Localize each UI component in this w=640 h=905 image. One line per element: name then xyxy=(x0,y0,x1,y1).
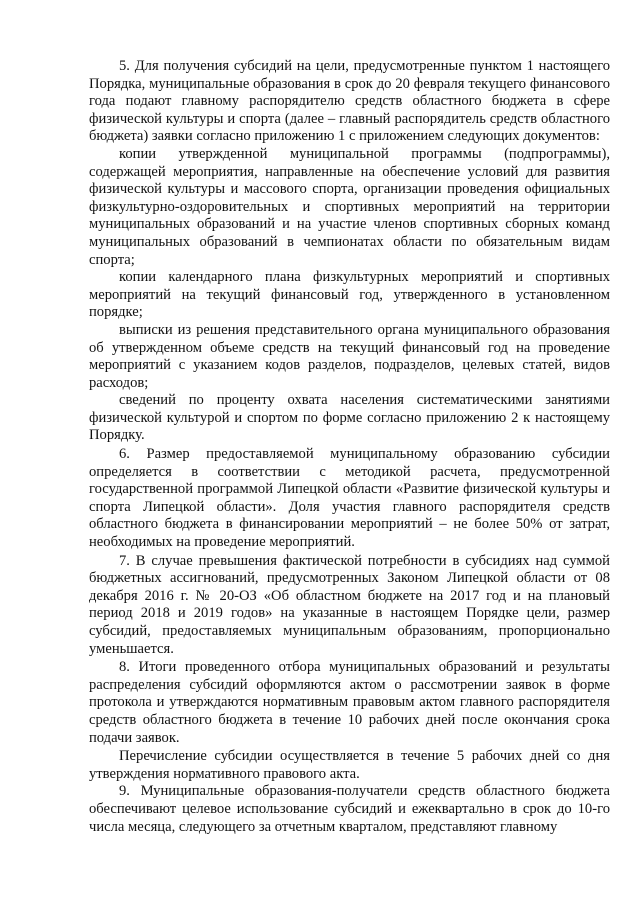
paragraph-calendar-plan: копии календарного плана физкультурных мероприятий и спортивных мероприятий на текущий финансовый год, утвержденного в установленном порядке; xyxy=(89,269,610,321)
paragraph-transfer: Перечисление субсидии осуществляется в течение 5 рабочих дней со дня утверждения нормативного правового акта. xyxy=(89,748,610,782)
paragraph-5: 5. Для получения субсидий на цели, предусмотренные пунктом 1 настоящего Порядка, муниципальные образования в срок до 20 февраля текущего финансового года подают главному распорядителю средств областного бюджета в сфере физической культуры и спорта (далее – главный распорядитель средств областного бюджета) заявки согласно приложению 1 с приложением следующих документов: xyxy=(89,58,610,145)
paragraph-budget-extract: выписки из решения представительного органа муниципального образования об утвержденном объеме средств на текущий финансовый год на проведение мероприятий с указанием кодов разделов, подразделов, целевых статей, видов расходов; xyxy=(89,321,610,391)
paragraph-9: 9. Муниципальные образования-получатели средств областного бюджета обеспечивают целевое использование субсидий и ежеквартально в срок до 10-го числа месяца, следующего за отчетным кварталом, представляют главному xyxy=(89,783,610,835)
paragraph-program-copies: копии утвержденной муниципальной программы (подпрограммы), содержащей мероприятия, направленные на обеспечение условий для развития физической культуры и массового спорта, организации проведения официальных физкультурно-оздоровительных и спортивных мероприятий на территории муниципальных образований и на участие членов спортивных сборных команд муниципальных образований в чемпионатах области по обязательным видам спорта; xyxy=(89,145,610,268)
paragraph-coverage-info: сведений по проценту охвата населения систематическими занятиями физической культурой и спортом по форме согласно приложению 2 к настоящему Порядку. xyxy=(89,392,610,444)
document-page xyxy=(89,58,610,836)
paragraph-6: 6. Размер предоставляемой муниципальному образованию субсидии определяется в соответствии с методикой расчета, предусмотренной государственной программой Липецкой области «Развитие физической культуры и спорта Липецкой области». Доля участия главного распорядителя средств областного бюджета в финансировании мероприятий – не более 50% от затрат, необходимых на проведение мероприятий. xyxy=(89,446,610,551)
paragraph-8: 8. Итоги проведенного отбора муниципальных образований и результаты распределения субсидий оформляются актом о рассмотрении заявок в форме протокола и утверждаются нормативным правовым актом главного распорядителя средств областного бюджета в течение 10 рабочих дней после окончания срока подачи заявок. xyxy=(89,659,610,746)
paragraph-7: 7. В случае превышения фактической потребности в субсидиях над суммой бюджетных ассигнований, предусмотренных Законом Липецкой области от 08 декабря 2016 г. № 20-ОЗ «Об областном бюджете на 2017 год и на плановый период 2018 и 2019 годов» на указанные в настоящем Порядке цели, размер субсидий, предоставляемых муниципальным образованиям, пропорционально уменьшается. xyxy=(89,552,610,657)
